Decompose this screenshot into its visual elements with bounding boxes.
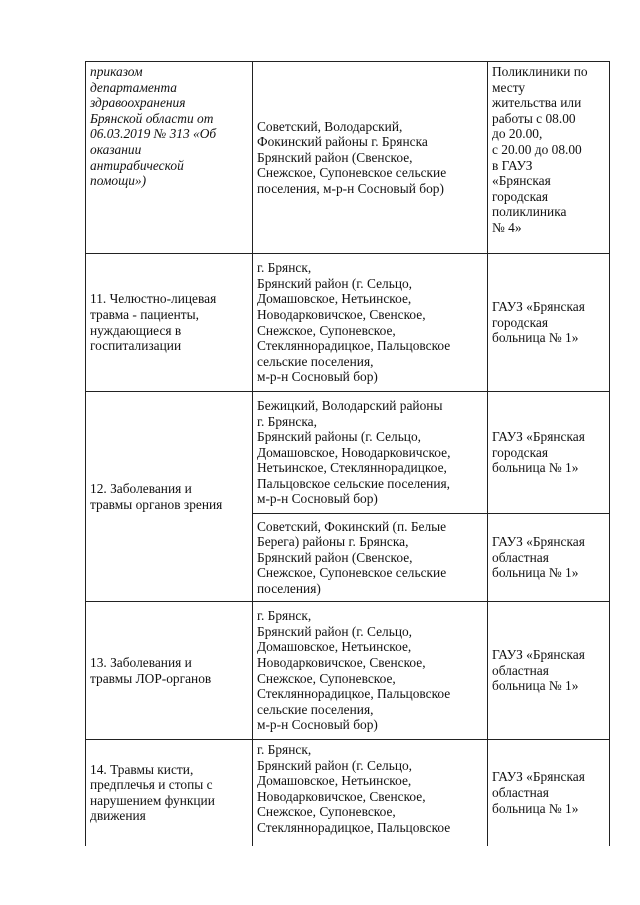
table-row <box>86 392 610 514</box>
table-row <box>86 254 610 392</box>
row-2-condition: 11. Челюстно-лицевая травма - пациенты, нуждающиеся в госпитализации <box>86 254 253 392</box>
row-2-territory: г. Брянск, Брянский район (г. Сельцо, Домашовское, Нетьинское, Новодарковичское, Свенское, Снежское, Супоневское, Стекляннорадицкое, Пальцовское сельские поселения, м-р-н Сосновый бор) <box>253 254 488 392</box>
document-table <box>85 61 610 846</box>
row-1-condition: приказом департамента здравоохранения Брянской области от 06.03.2019 № 313 «Об оказании антирабической помощи») <box>86 62 253 254</box>
row-1-facility: Поликлиники по месту жительства или работы с 08.00 до 20.00, с 20.00 до 08.00 в ГАУЗ «Брянская городская поликлиника № 4» <box>488 62 610 254</box>
row-5-condition: 14. Травмы кисти, предплечья и стопы с нарушением функции движения <box>86 740 253 846</box>
table-row <box>86 740 610 846</box>
row-3a-territory: Бежицкий, Володарский районы г. Брянска, Брянский районы (г. Сельцо, Домашовское, Новодарковичское, Нетьинское, Стекляннорадицкое, Пальцовское сельские поселения, м-р-н Сосновый бор) <box>253 392 488 514</box>
table-row <box>86 602 610 740</box>
row-5-territory: г. Брянск, Брянский район (г. Сельцо, Домашовское, Нетьинское, Новодарковичское, Свенское, Снежское, Супоневское, Стекляннорадицкое, Пальцовское <box>253 740 488 846</box>
row-3-condition: 12. Заболевания и травмы органов зрения <box>86 392 253 602</box>
row-3b-facility: ГАУЗ «Брянская областная больница № 1» <box>488 514 610 602</box>
row-4-facility: ГАУЗ «Брянская областная больница № 1» <box>488 602 610 740</box>
row-4-condition: 13. Заболевания и травмы ЛОР-органов <box>86 602 253 740</box>
row-4-territory: г. Брянск, Брянский район (г. Сельцо, Домашовское, Нетьинское, Новодарковичское, Свенское, Снежское, Супоневское, Стекляннорадицкое, Пальцовское сельские поселения, м-р-н Сосновый бор) <box>253 602 488 740</box>
row-3b-territory: Советский, Фокинский (п. Белые Берега) районы г. Брянска, Брянский район (Свенское, Снежское, Супоневское сельские поселения) <box>253 514 488 602</box>
row-1-territory: Советский, Володарский, Фокинский районы г. Брянска Брянский район (Свенское, Снежское, Супоневское сельские поселения, м-р-н Сосновый бор) <box>253 62 488 254</box>
row-5-facility: ГАУЗ «Брянская областная больница № 1» <box>488 740 610 846</box>
row-3a-facility: ГАУЗ «Брянская городская больница № 1» <box>488 392 610 514</box>
table-row <box>86 62 610 254</box>
row-2-facility: ГАУЗ «Брянская городская больница № 1» <box>488 254 610 392</box>
